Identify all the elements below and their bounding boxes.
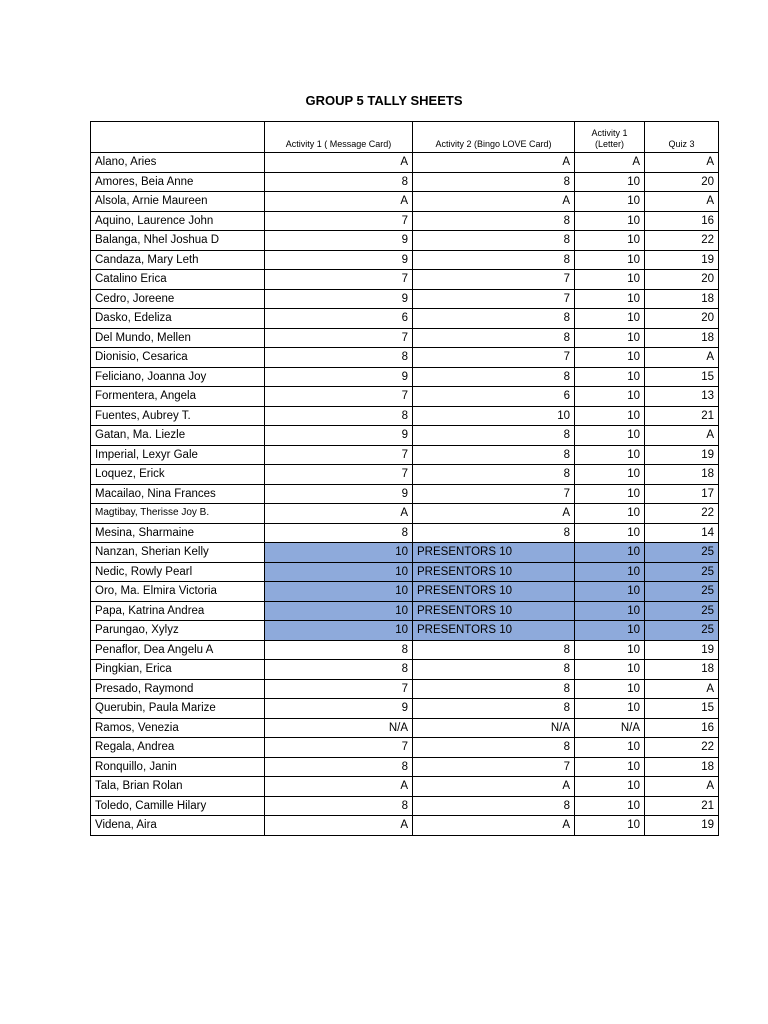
activity2-bingo-cell: 8 [413,309,575,329]
table-row [91,601,719,621]
activity1-letter-cell: 10 [575,504,645,524]
activity1-letter-cell: 10 [575,660,645,680]
quiz3-cell: 21 [645,406,719,426]
quiz3-cell: 19 [645,816,719,836]
activity2-bingo-cell: 7 [413,348,575,368]
activity1-message-cell: A [265,816,413,836]
table-row [91,777,719,797]
activity1-letter-cell: 10 [575,328,645,348]
activity2-bingo-cell: A [413,192,575,212]
activity1-letter-cell: 10 [575,582,645,602]
table-row [91,270,719,290]
table-row [91,640,719,660]
table-row [91,445,719,465]
table-row [91,621,719,641]
activity2-bingo-cell: 10 [413,406,575,426]
quiz3-cell: 18 [645,465,719,485]
student-name-cell: Regala, Andrea [91,738,265,758]
student-name-cell: Del Mundo, Mellen [91,328,265,348]
quiz3-cell: 13 [645,387,719,407]
table-row [91,504,719,524]
activity1-letter-cell: 10 [575,484,645,504]
activity2-bingo-cell: 8 [413,738,575,758]
tally-body [91,153,719,836]
quiz3-cell: 16 [645,211,719,231]
table-row [91,348,719,368]
quiz3-cell: A [645,348,719,368]
table-row [91,738,719,758]
header-quiz3: Quiz 3 [645,122,719,153]
student-name-cell: Pingkian, Erica [91,660,265,680]
table-row [91,367,719,387]
activity1-message-cell: 8 [265,640,413,660]
student-name-cell: Videna, Aira [91,816,265,836]
student-name-cell: Macailao, Nina Frances [91,484,265,504]
quiz3-cell: 18 [645,757,719,777]
student-name-cell: Presado, Raymond [91,679,265,699]
activity2-bingo-cell: 8 [413,523,575,543]
activity1-letter-cell: 10 [575,172,645,192]
activity1-letter-cell: 10 [575,562,645,582]
student-name-cell: Querubin, Paula Marize [91,699,265,719]
table-row [91,543,719,563]
student-name-cell: Ronquillo, Janin [91,757,265,777]
activity2-bingo-cell: 8 [413,211,575,231]
student-name-cell: Feliciano, Joanna Joy [91,367,265,387]
student-name-cell: Balanga, Nhel Joshua D [91,231,265,251]
activity2-bingo-cell: 7 [413,270,575,290]
activity2-bingo-cell: PRESENTORS 10 [413,582,575,602]
table-row [91,660,719,680]
quiz3-cell: 20 [645,309,719,329]
student-name-cell: Tala, Brian Rolan [91,777,265,797]
quiz3-cell: 25 [645,562,719,582]
quiz3-cell: 21 [645,796,719,816]
activity1-letter-cell: 10 [575,348,645,368]
activity1-letter-cell: 10 [575,445,645,465]
activity1-message-cell: 7 [265,387,413,407]
activity1-message-cell: 8 [265,523,413,543]
activity1-message-cell: 8 [265,757,413,777]
table-row [91,757,719,777]
activity1-letter-cell: 10 [575,270,645,290]
quiz3-cell: 16 [645,718,719,738]
activity1-letter-cell: 10 [575,426,645,446]
activity2-bingo-cell: PRESENTORS 10 [413,543,575,563]
activity1-letter-cell: 10 [575,211,645,231]
quiz3-cell: 18 [645,660,719,680]
activity1-letter-cell: 10 [575,309,645,329]
table-row [91,699,719,719]
activity2-bingo-cell: 8 [413,445,575,465]
table-row [91,523,719,543]
activity1-message-cell: 9 [265,699,413,719]
activity2-bingo-cell: A [413,504,575,524]
quiz3-cell: 15 [645,699,719,719]
activity1-message-cell: A [265,192,413,212]
activity1-message-cell: 9 [265,289,413,309]
student-name-cell: Ramos, Venezia [91,718,265,738]
header-activity1-letter [575,122,645,153]
student-name-cell: Candaza, Mary Leth [91,250,265,270]
student-name-cell: Cedro, Joreene [91,289,265,309]
table-row [91,562,719,582]
student-name-cell: Fuentes, Aubrey T. [91,406,265,426]
activity1-letter-cell: 10 [575,289,645,309]
student-name-cell: Aquino, Laurence John [91,211,265,231]
header-activity2-bingo: Activity 2 (Bingo LOVE Card) [413,122,575,153]
activity2-bingo-cell: 8 [413,426,575,446]
student-name-cell: Formentera, Angela [91,387,265,407]
activity1-letter-cell: 10 [575,816,645,836]
activity2-bingo-cell: 7 [413,484,575,504]
activity1-letter-cell: 10 [575,367,645,387]
activity2-bingo-cell: 7 [413,289,575,309]
activity2-bingo-cell: 8 [413,250,575,270]
activity1-message-cell: 8 [265,660,413,680]
table-row [91,679,719,699]
activity1-message-cell: 8 [265,406,413,426]
student-name-cell: Nedic, Rowly Pearl [91,562,265,582]
document-title: GROUP 5 TALLY SHEETS [305,93,463,108]
student-name-cell: Imperial, Lexyr Gale [91,445,265,465]
quiz3-cell: 14 [645,523,719,543]
header-activity1-letter-line2: (Letter) [594,139,624,149]
header-activity1-letter-line1: Activity 1 [591,128,628,138]
activity2-bingo-cell: A [413,777,575,797]
activity2-bingo-cell: PRESENTORS 10 [413,562,575,582]
activity2-bingo-cell: 8 [413,640,575,660]
activity1-message-cell: 10 [265,562,413,582]
table-row [91,465,719,485]
student-name-cell: Magtibay, Therisse Joy B. [91,504,265,524]
student-name-cell: Oro, Ma. Elmira Victoria [91,582,265,602]
quiz3-cell: 15 [645,367,719,387]
activity1-message-cell: 6 [265,309,413,329]
quiz3-cell: 25 [645,601,719,621]
activity1-letter-cell: 10 [575,738,645,758]
header-name [91,122,265,153]
activity2-bingo-cell: PRESENTORS 10 [413,621,575,641]
quiz3-cell: 18 [645,328,719,348]
activity1-letter-cell: N/A [575,718,645,738]
quiz3-cell: 18 [645,289,719,309]
quiz3-cell: 25 [645,621,719,641]
student-name-cell: Dasko, Edeliza [91,309,265,329]
table-row [91,231,719,251]
activity1-letter-cell: 10 [575,601,645,621]
table-row [91,387,719,407]
quiz3-cell: 19 [645,445,719,465]
activity1-message-cell: 10 [265,621,413,641]
table-row [91,426,719,446]
table-row [91,406,719,426]
student-name-cell: Dionisio, Cesarica [91,348,265,368]
activity1-letter-cell: 10 [575,543,645,563]
activity1-message-cell: 8 [265,172,413,192]
table-row [91,153,719,173]
activity1-message-cell: 9 [265,231,413,251]
activity1-message-cell: 7 [265,211,413,231]
quiz3-cell: 22 [645,231,719,251]
activity1-message-cell: 9 [265,367,413,387]
activity1-message-cell: 7 [265,445,413,465]
activity1-message-cell: 9 [265,484,413,504]
table-row [91,796,719,816]
activity1-letter-cell: 10 [575,465,645,485]
activity1-letter-cell: 10 [575,523,645,543]
activity2-bingo-cell: 8 [413,699,575,719]
activity1-message-cell: 9 [265,250,413,270]
student-name-cell: Catalino Erica [91,270,265,290]
table-row [91,816,719,836]
activity1-letter-cell: 10 [575,231,645,251]
quiz3-cell: 25 [645,582,719,602]
header-row [91,122,719,153]
student-name-cell: Alsola, Arnie Maureen [91,192,265,212]
activity2-bingo-cell: A [413,153,575,173]
activity1-message-cell: 10 [265,601,413,621]
activity1-letter-cell: 10 [575,192,645,212]
tally-table [90,121,719,836]
quiz3-cell: 20 [645,172,719,192]
activity2-bingo-cell: A [413,816,575,836]
activity2-bingo-cell: PRESENTORS 10 [413,601,575,621]
activity2-bingo-cell: 6 [413,387,575,407]
table-row [91,250,719,270]
table-row [91,289,719,309]
student-name-cell: Loquez, Erick [91,465,265,485]
quiz3-cell: 19 [645,640,719,660]
activity1-letter-cell: 10 [575,406,645,426]
table-row [91,718,719,738]
student-name-cell: Gatan, Ma. Liezle [91,426,265,446]
student-name-cell: Alano, Aries [91,153,265,173]
activity2-bingo-cell: N/A [413,718,575,738]
quiz3-cell: 17 [645,484,719,504]
activity1-letter-cell: 10 [575,796,645,816]
activity2-bingo-cell: 8 [413,679,575,699]
activity1-letter-cell: 10 [575,757,645,777]
activity1-message-cell: 7 [265,328,413,348]
student-name-cell: Parungao, Xylyz [91,621,265,641]
activity1-message-cell: 8 [265,796,413,816]
activity2-bingo-cell: 8 [413,172,575,192]
activity1-letter-cell: 10 [575,699,645,719]
activity1-message-cell: A [265,153,413,173]
student-name-cell: Toledo, Camille Hilary [91,796,265,816]
activity1-message-cell: 7 [265,679,413,699]
quiz3-cell: 25 [645,543,719,563]
activity2-bingo-cell: 8 [413,328,575,348]
activity1-letter-cell: 10 [575,250,645,270]
activity1-letter-cell: 10 [575,640,645,660]
quiz3-cell: A [645,679,719,699]
quiz3-cell: A [645,426,719,446]
activity1-letter-cell: 10 [575,777,645,797]
table-row [91,484,719,504]
quiz3-cell: 19 [645,250,719,270]
activity1-letter-cell: 10 [575,679,645,699]
activity1-letter-cell: 10 [575,387,645,407]
activity1-message-cell: N/A [265,718,413,738]
table-row [91,328,719,348]
activity1-message-cell: 9 [265,426,413,446]
table-row [91,172,719,192]
activity2-bingo-cell: 8 [413,796,575,816]
activity1-message-cell: A [265,504,413,524]
quiz3-cell: 22 [645,504,719,524]
quiz3-cell: A [645,153,719,173]
table-row [91,582,719,602]
student-name-cell: Penaflor, Dea Angelu A [91,640,265,660]
quiz3-cell: 22 [645,738,719,758]
activity1-message-cell: 10 [265,543,413,563]
activity1-message-cell: 10 [265,582,413,602]
activity1-message-cell: 7 [265,465,413,485]
activity2-bingo-cell: 8 [413,660,575,680]
quiz3-cell: 20 [645,270,719,290]
table-row [91,309,719,329]
activity2-bingo-cell: 7 [413,757,575,777]
table-row [91,192,719,212]
table-row [91,211,719,231]
quiz3-cell: A [645,192,719,212]
student-name-cell: Amores, Beia Anne [91,172,265,192]
activity1-letter-cell: A [575,153,645,173]
activity1-message-cell: 8 [265,348,413,368]
student-name-cell: Nanzan, Sherian Kelly [91,543,265,563]
student-name-cell: Mesina, Sharmaine [91,523,265,543]
student-name-cell: Papa, Katrina Andrea [91,601,265,621]
activity1-letter-cell: 10 [575,621,645,641]
activity2-bingo-cell: 8 [413,367,575,387]
activity1-message-cell: 7 [265,270,413,290]
activity2-bingo-cell: 8 [413,465,575,485]
activity1-message-cell: 7 [265,738,413,758]
quiz3-cell: A [645,777,719,797]
activity1-message-cell: A [265,777,413,797]
header-activity1-message: Activity 1 ( Message Card) [265,122,413,153]
activity2-bingo-cell: 8 [413,231,575,251]
